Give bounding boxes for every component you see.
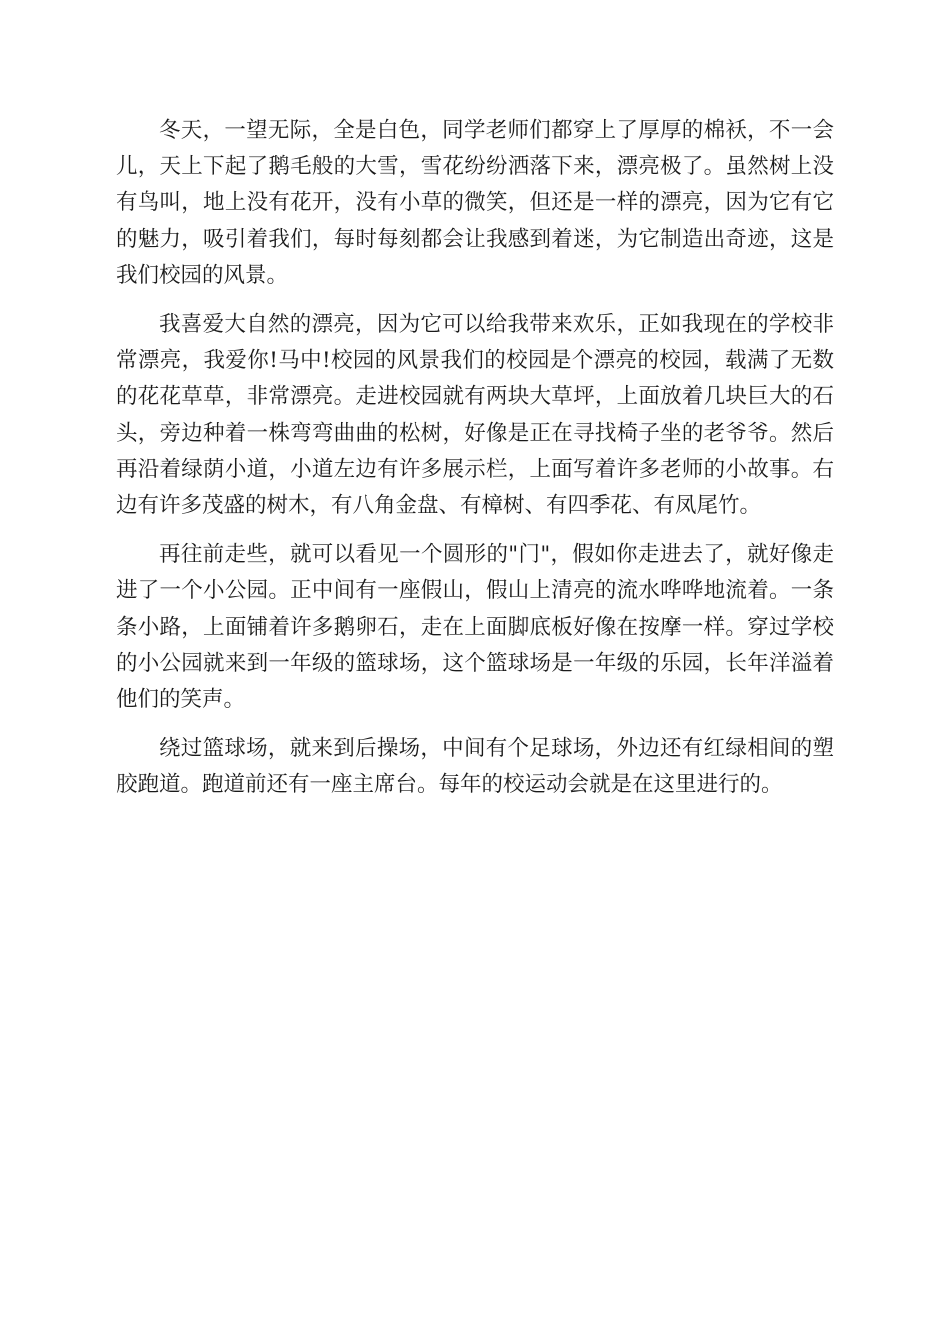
paragraph-campus-entrance: 我喜爱大自然的漂亮，因为它可以给我带来欢乐，正如我现在的学校非常漂亮，我爱你!马中!校园的风景我们的校园是个漂亮的校园，载满了无数的花花草草，非常漂亮。走进校园就有两块大草坪，上面放着几块巨大的石头，旁边种着一株弯弯曲曲的松树，好像是正在寻找椅子坐的老爷爷。然后再沿着绿荫小道，小道左边有许多展示栏，上面写着许多老师的小故事。右边有许多茂盛的树木，有八角金盘、有樟树、有四季花、有凤尾竹。: [116, 312, 834, 519]
paragraph-small-park: 再往前走些，就可以看见一个圆形的"门"，假如你走进去了，就好像走进了一个小公园。正中间有一座假山，假山上清亮的流水哗哗地流着。一条条小路，上面铺着许多鹅卵石，走在上面脚底板好像在按摩一样。穿过学校的小公园就来到一年级的篮球场，这个篮球场是一年级的乐园，长年洋溢着他们的笑声。: [116, 542, 834, 713]
paragraph-winter: 冬天，一望无际，全是白色，同学老师们都穿上了厚厚的棉袄，不一会儿，天上下起了鹅毛般的大雪，雪花纷纷洒落下来，漂亮极了。虽然树上没有鸟叫，地上没有花开，没有小草的微笑，但还是一样的漂亮，因为它有它的魅力，吸引着我们，每时每刻都会让我感到着迷，为它制造出奇迹，这是我们校园的风景。: [116, 118, 834, 288]
document-body: [116, 113, 834, 804]
paragraph-playground: 绕过篮球场，就来到后操场，中间有个足球场，外边还有红绿相间的塑胶跑道。跑道前还有一座主席台。每年的校运动会就是在这里进行的。: [116, 736, 834, 798]
